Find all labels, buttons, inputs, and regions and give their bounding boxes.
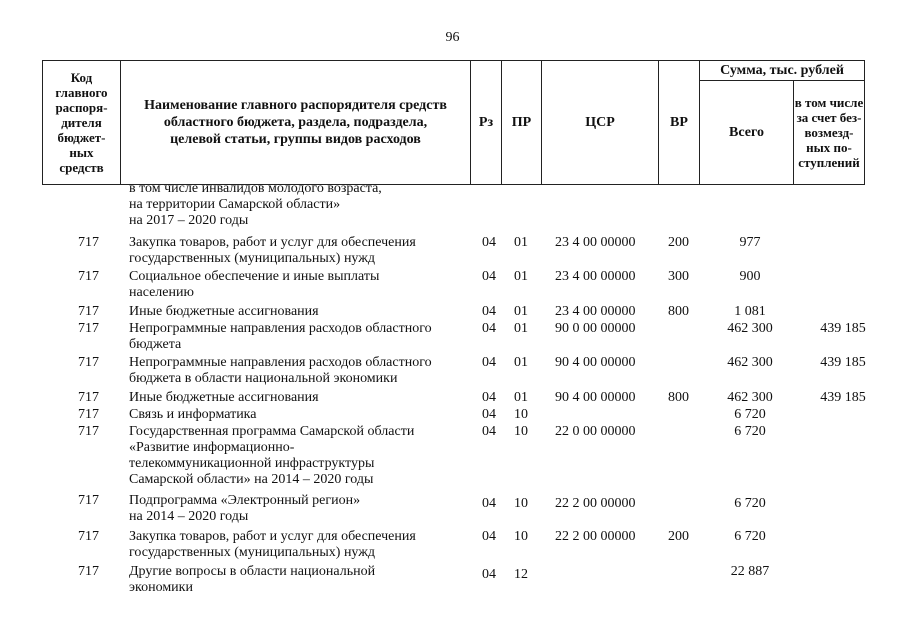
header-name [120,60,471,185]
row-name: Другие вопросы в области национальной экономики [129,564,376,595]
row-name: Иные бюджетные ассигнования [129,390,319,405]
row-free: 439 185 [820,390,866,405]
row-name: Подпрограмма «Электронный регион» на 2014 – 2020 годы [129,493,361,524]
header-free-text: в том числе за счет без- возмезд- ных по- ступлений [794,95,864,170]
row-rz: 04 [482,269,496,284]
header-name-text: Наименование главного распорядителя средств областного бюджета, раздела, подраздела, целевой статьи, группы видов расходов [144,98,447,147]
row-pr: 12 [514,567,528,582]
row-rz: 04 [482,424,496,439]
row-vr: 300 [668,269,689,284]
row-code: 717 [78,390,99,405]
row-vr: 800 [668,304,689,319]
header-code-text: Код главного распоря- дителя бюджет- ных средств [55,70,108,175]
page-number: 96 [445,30,460,45]
row-code: 717 [78,424,99,439]
row-pr: 01 [514,235,528,250]
row-csr: 90 0 00 00000 [555,321,636,336]
header-csr: ЦСР [541,60,659,185]
row-csr: 23 4 00 00000 [555,304,636,319]
header-free [793,80,865,185]
row-pr: 10 [514,424,528,439]
row-csr: 22 2 00 00000 [555,529,636,544]
row-pr: 10 [514,407,528,422]
row-csr: 22 0 00 00000 [555,424,636,439]
row-csr: 90 4 00 00000 [555,390,636,405]
row-rz: 04 [482,235,496,250]
row-csr: 22 2 00 00000 [555,496,636,511]
row-name: Непрограммные направления расходов областного бюджета [129,321,432,352]
row-vr: 800 [668,390,689,405]
row-code: 717 [78,407,99,422]
row-free: 439 185 [820,321,866,336]
row-csr: 90 4 00 00000 [555,355,636,370]
row-name: Закупка товаров, работ и услуг для обеспечения государственных (муниципальных) нужд [129,529,416,560]
row-total: 6 720 [734,496,766,511]
row-name: в том числе инвалидов молодого возраста, на территории Самарской области» на 2017 – 2020 годы [129,181,382,228]
row-name: Непрограммные направления расходов областного бюджета в области национальной экономики [129,355,432,386]
row-vr: 200 [668,235,689,250]
row-rz: 04 [482,321,496,336]
row-vr: 200 [668,529,689,544]
row-total: 462 300 [727,355,773,370]
row-total: 6 720 [734,529,766,544]
row-total: 900 [739,269,761,284]
row-rz: 04 [482,304,496,319]
row-csr: 23 4 00 00000 [555,235,636,250]
row-free: 439 185 [820,355,866,370]
row-total: 462 300 [727,390,773,405]
row-code: 717 [78,355,99,370]
row-pr: 01 [514,269,528,284]
header-pr: ПР [501,60,542,185]
row-pr: 01 [514,304,528,319]
header-rz: Рз [470,60,502,185]
row-total: 22 887 [730,564,770,579]
header-code [42,60,121,185]
row-name: Закупка товаров, работ и услуг для обеспечения государственных (муниципальных) нужд [129,235,416,266]
row-code: 717 [78,564,99,579]
row-pr: 01 [514,390,528,405]
row-total: 977 [739,235,761,250]
row-rz: 04 [482,407,496,422]
row-pr: 01 [514,321,528,336]
row-name: Связь и информатика [129,407,257,422]
row-name: Социальное обеспечение и иные выплаты населению [129,269,380,300]
row-rz: 04 [482,496,496,511]
row-rz: 04 [482,390,496,405]
row-total: 6 720 [734,407,766,422]
row-pr: 10 [514,496,528,511]
row-name: Иные бюджетные ассигнования [129,304,319,319]
row-code: 717 [78,269,99,284]
row-pr: 10 [514,529,528,544]
header-vr: ВР [658,60,700,185]
row-name: Государственная программа Самарской области «Развитие информационно- телекоммуникационной инфраструктуры Самарской области» на 2014 – 2020 годы [129,424,415,487]
header-total: Всего [699,80,794,185]
row-csr: 23 4 00 00000 [555,269,636,284]
row-pr: 01 [514,355,528,370]
row-total: 462 300 [727,321,773,336]
row-code: 717 [78,529,99,544]
row-total: 6 720 [734,424,766,439]
row-rz: 04 [482,529,496,544]
row-rz: 04 [482,567,496,582]
row-code: 717 [78,493,99,508]
row-total: 1 081 [734,304,766,319]
row-code: 717 [78,321,99,336]
row-code: 717 [78,235,99,250]
row-code: 717 [78,304,99,319]
header-sum: Сумма, тыс. рублей [699,60,865,81]
row-rz: 04 [482,355,496,370]
